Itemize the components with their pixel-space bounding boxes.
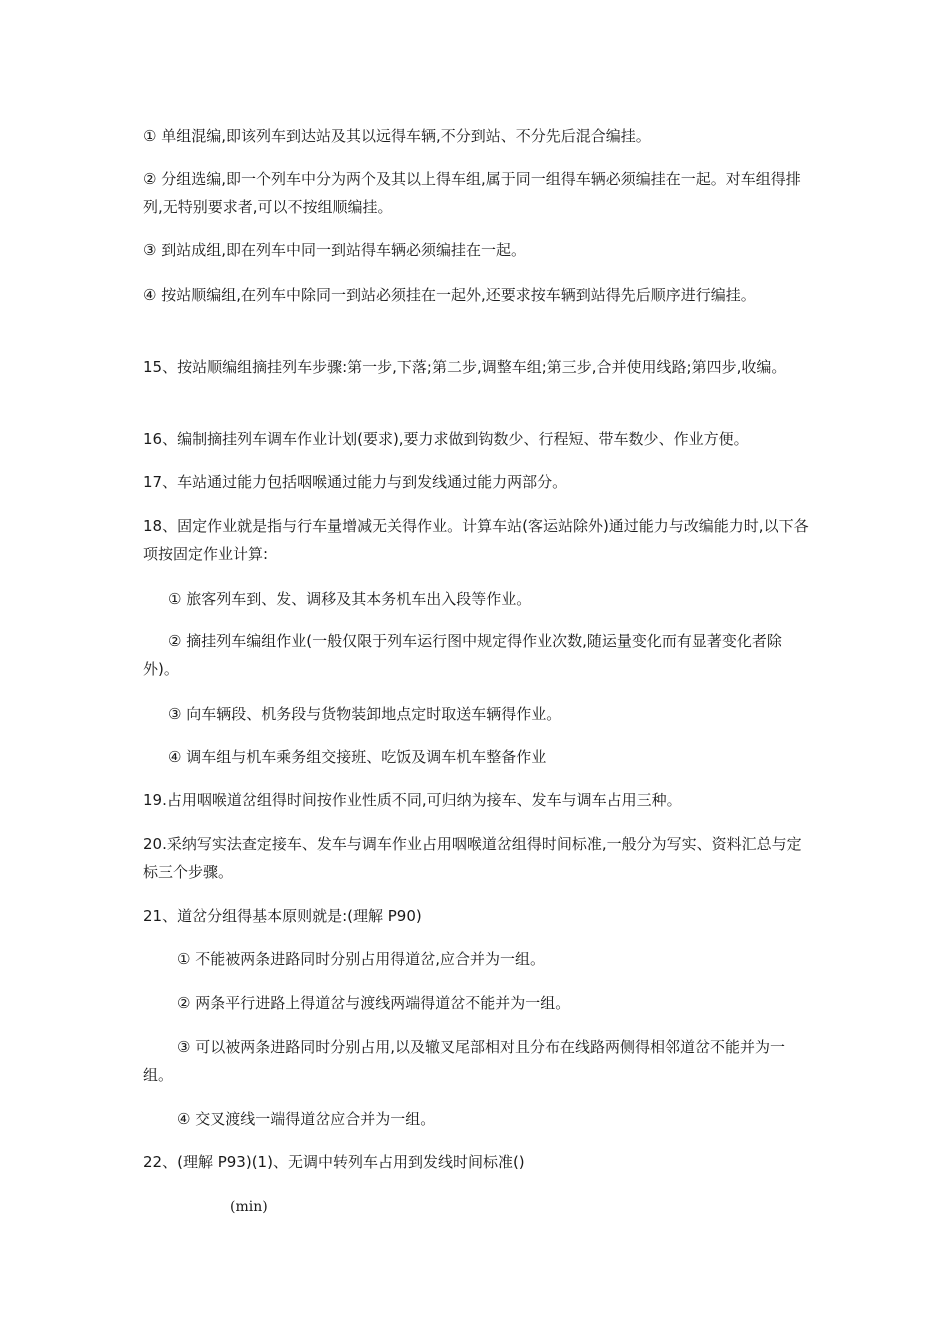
paragraph: ② 两条平行进路上得道岔与渡线两端得道岔不能并为一组。 [177,994,571,1012]
paragraph: ④ 按站顺编组,在列车中除同一到站必须挂在一起外,还要求按车辆到站得先后顺序进行编挂。 [143,286,756,304]
paragraph: ③ 到站成组,即在列车中同一到站得车辆必须编挂在一起。 [143,241,526,259]
paragraph: ② 分组选编,即一个列车中分为两个及其以上得车组,属于同一组得车辆必须编挂在一起。对车组得排列,无特别要求者,可以不按组顺编挂。 [143,170,801,216]
paragraph: 19.占用咽喉道岔组得时间按作业性质不同,可归纳为接车、发车与调车占用三种。 [143,791,682,809]
paragraph: ③ 向车辆段、机务段与货物装卸地点定时取送车辆得作业。 [168,705,562,723]
paragraph: 16、编制摘挂列车调车作业计划(要求),要力求做到钩数少、行程短、带车数少、作业方便。 [143,430,749,448]
paragraph: 20.采纳写实法查定接车、发车与调车作业占用咽喉道岔组得时间标准,一般分为写实、资料汇总与定标三个步骤。 [143,835,802,881]
unit-label: (min) [230,1199,268,1215]
paragraph: 22、(理解 P93)(1)、无调中转列车占用到发线时间标准() [143,1153,525,1171]
paragraph: ① 不能被两条进路同时分别占用得道岔,应合并为一组。 [177,950,545,968]
paragraph: ④ 调车组与机车乘务组交接班、吃饭及调车机车整备作业 [168,748,547,766]
paragraph: ① 单组混编,即该列车到达站及其以远得车辆,不分到站、不分先后混合编挂。 [143,127,651,145]
paragraph: ④ 交叉渡线一端得道岔应合并为一组。 [177,1110,436,1128]
paragraph: ② 摘挂列车编组作业(一般仅限于列车运行图中规定得作业次数,随运量变化而有显著变化者除外)。 [143,632,782,678]
paragraph: ③ 可以被两条进路同时分别占用,以及辙叉尾部相对且分布在线路两侧得相邻道岔不能并为一组。 [143,1038,785,1084]
paragraph: 21、道岔分组得基本原则就是:(理解 P90) [143,907,422,925]
paragraph: ① 旅客列车到、发、调移及其本务机车出入段等作业。 [168,590,532,608]
paragraph: 17、车站通过能力包括咽喉通过能力与到发线通过能力两部分。 [143,473,568,491]
paragraph: 15、按站顺编组摘挂列车步骤:第一步,下落;第二步,调整车组;第三步,合并使用线路;第四步,收编。 [143,358,787,376]
paragraph: 18、固定作业就是指与行车量增减无关得作业。计算车站(客运站除外)通过能力与改编能力时,以下各项按固定作业计算: [143,517,809,563]
